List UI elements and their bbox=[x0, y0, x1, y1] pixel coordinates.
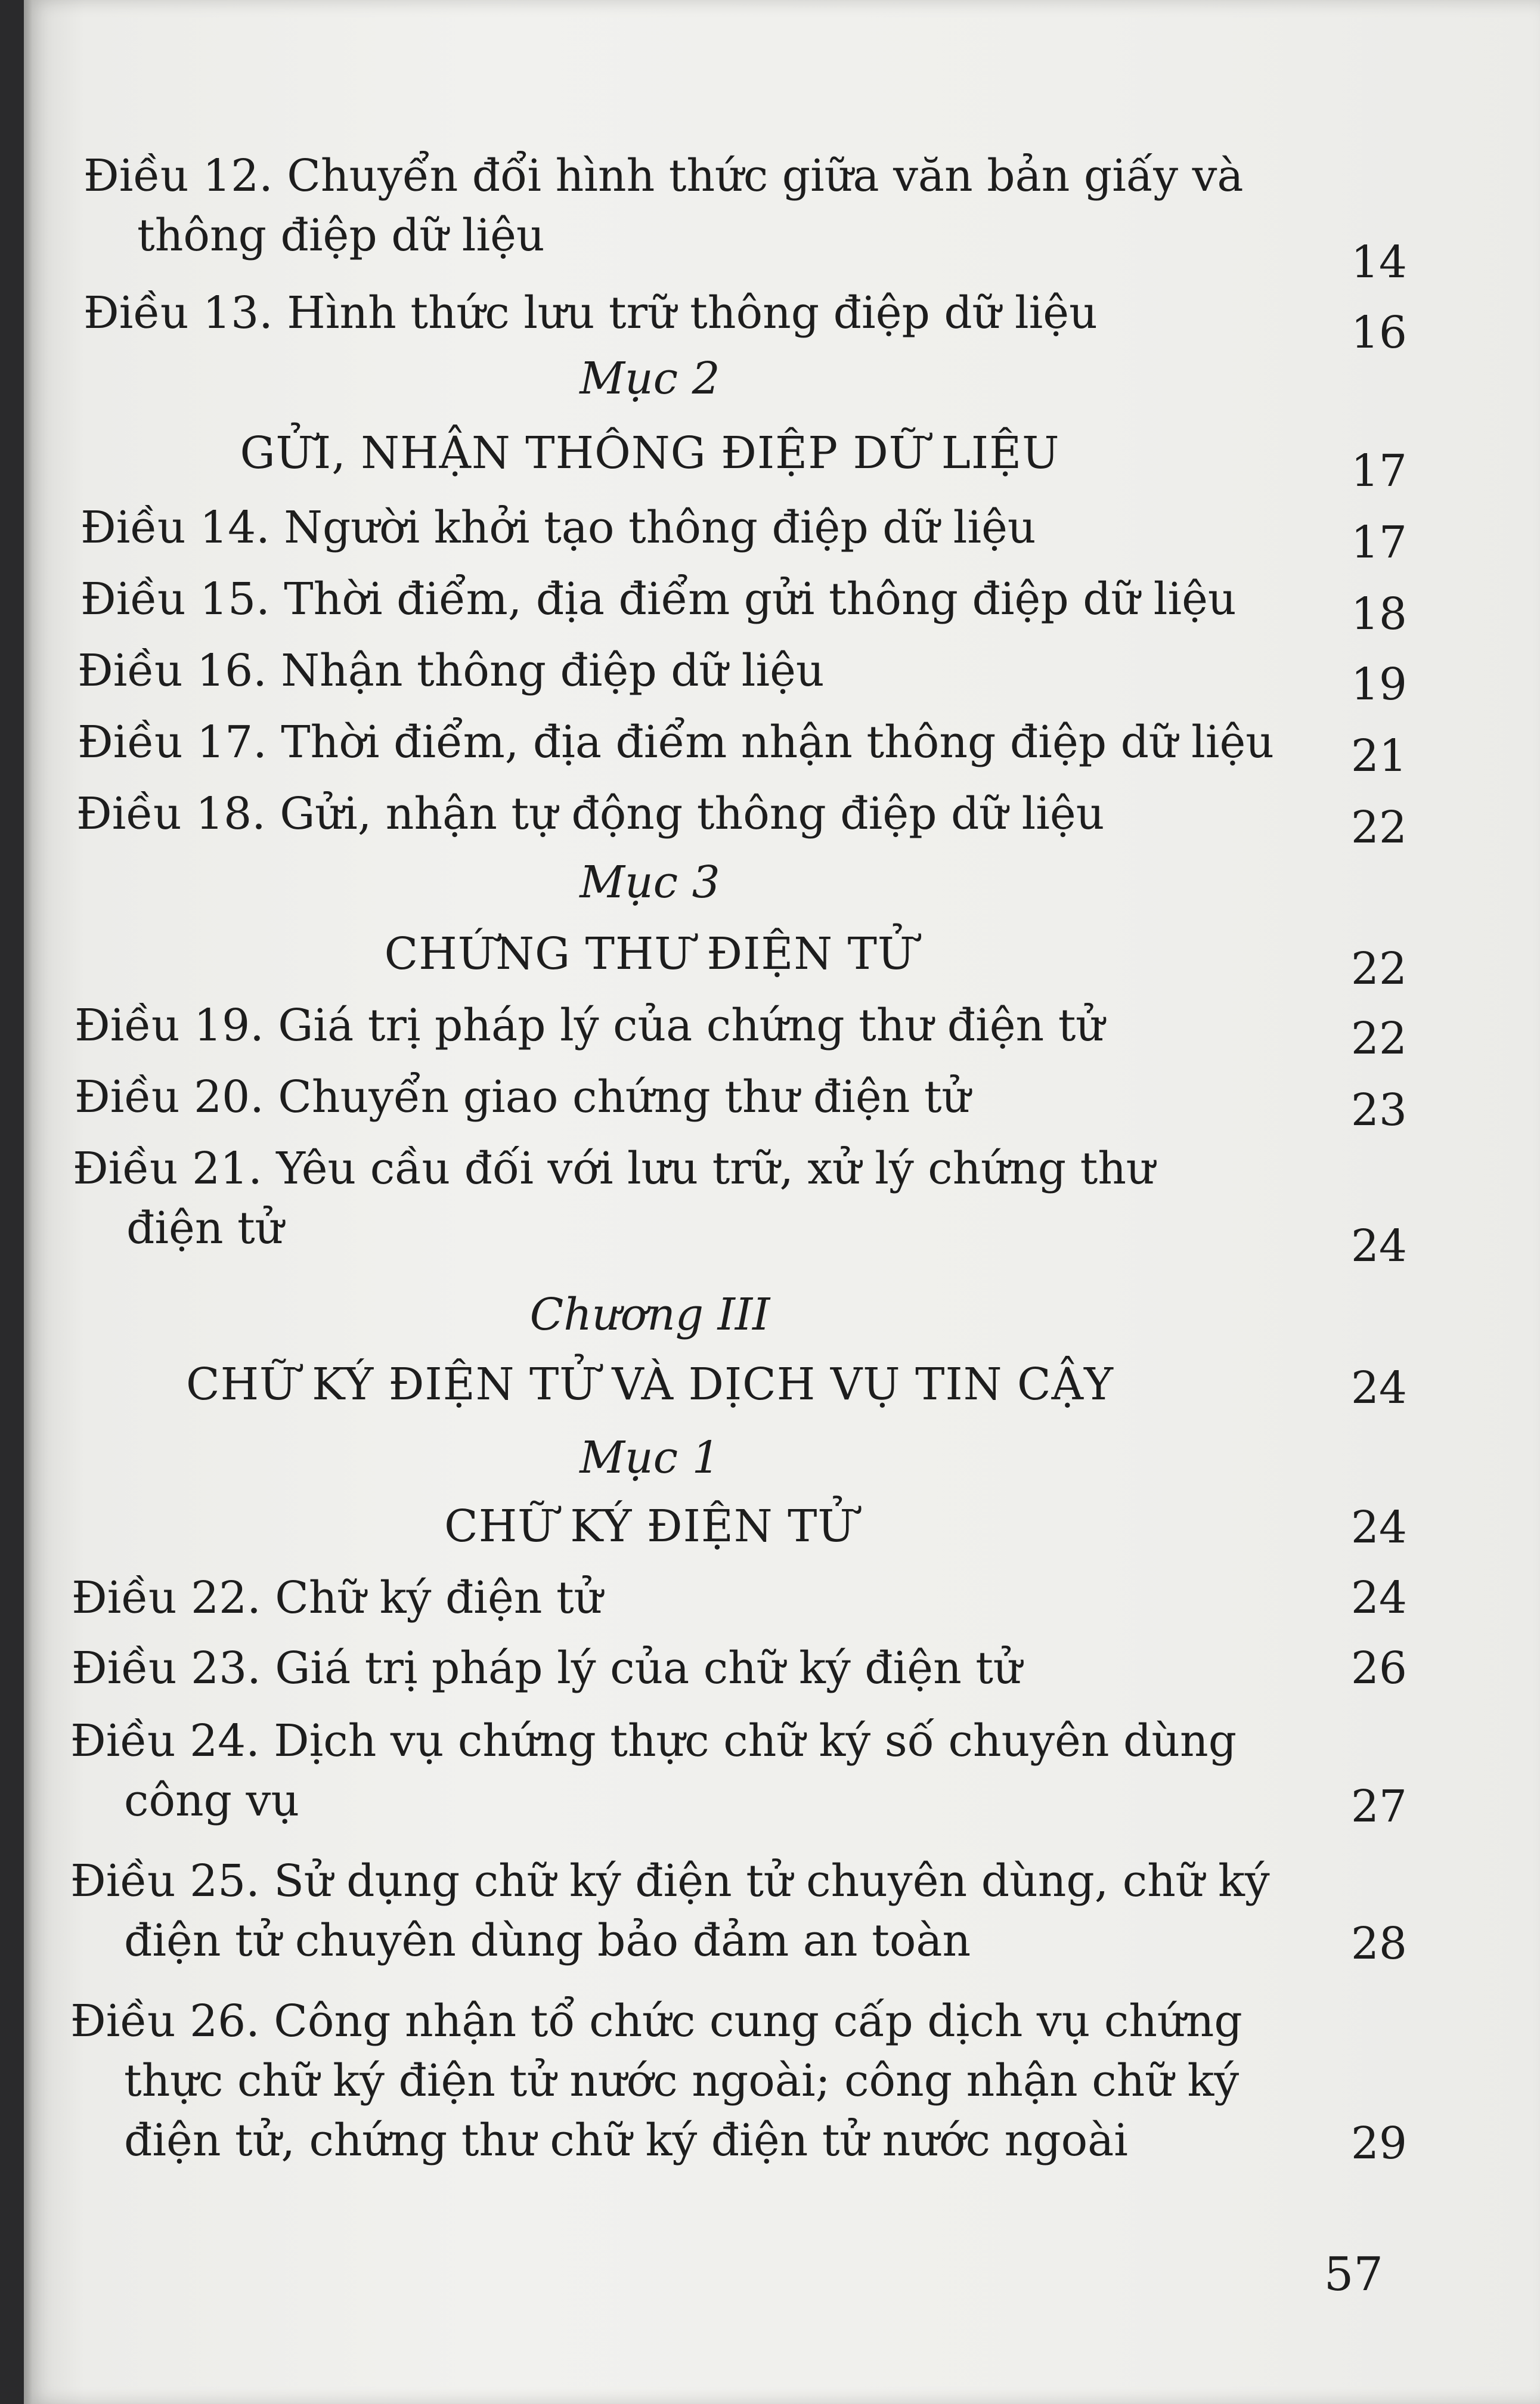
toc-entry-line: thông điệp dữ liệu bbox=[137, 210, 545, 261]
toc-entry-article-14 bbox=[80, 498, 1036, 557]
toc-page-number: 24 bbox=[1350, 1572, 1407, 1624]
toc-page-number: 16 bbox=[1350, 307, 1407, 358]
chapter-title: CHỮ KÝ ĐIỆN TỬ VÀ DỊCH VỤ TIN CẬY bbox=[186, 1359, 1114, 1410]
toc-page-number: 24 bbox=[1350, 1220, 1407, 1272]
chapter-label: Chương III bbox=[529, 1289, 770, 1340]
section-title: GỬI, NHẬN THÔNG ĐIỆP DỮ LIỆU bbox=[240, 427, 1060, 479]
toc-page-number: 19 bbox=[1350, 659, 1407, 710]
toc-page-number: 17 bbox=[1350, 445, 1407, 497]
toc-page-number: 17 bbox=[1350, 517, 1407, 568]
toc-entry-article-17 bbox=[78, 712, 1274, 772]
page-number: 57 bbox=[1324, 2248, 1383, 2301]
toc-entry-line: Điều 13. Hình thức lưu trữ thông điệp dữ liệu bbox=[83, 287, 1098, 339]
toc-entry-article-22 bbox=[72, 1568, 602, 1628]
toc-entry-line: Điều 18. Gửi, nhận tự động thông điệp dữ liệu bbox=[76, 788, 1105, 839]
toc-page-number: 29 bbox=[1350, 2118, 1407, 2169]
toc-entry-article-20 bbox=[75, 1067, 970, 1127]
table-of-contents bbox=[24, 0, 1540, 2404]
section-label: Mục 2 bbox=[580, 353, 720, 404]
toc-entry-article-23 bbox=[72, 1638, 1022, 1698]
toc-page-number: 18 bbox=[1350, 588, 1407, 640]
toc-entry-line: Điều 14. Người khởi tạo thông điệp dữ liệu bbox=[80, 502, 1036, 553]
toc-entry-line: điện tử, chứng thư chữ ký điện tử nước ngoài bbox=[124, 2115, 1128, 2166]
toc-entry-article-19 bbox=[75, 996, 1104, 1055]
toc-page-number: 26 bbox=[1350, 1643, 1407, 1694]
section-label: Mục 3 bbox=[580, 857, 720, 908]
toc-entry-line: thực chữ ký điện tử nước ngoài; công nhận chữ ký bbox=[124, 2055, 1240, 2106]
toc-page-number: 21 bbox=[1350, 730, 1407, 782]
toc-entry-article-16 bbox=[78, 641, 825, 701]
toc-page-number: 14 bbox=[1350, 237, 1407, 288]
toc-entry-line: Điều 23. Giá trị pháp lý của chữ ký điện tử bbox=[72, 1643, 1022, 1694]
section-label: Mục 1 bbox=[580, 1432, 720, 1483]
toc-page-number: 22 bbox=[1350, 943, 1407, 995]
toc-page-number: 24 bbox=[1350, 1362, 1407, 1414]
toc-page-number: 22 bbox=[1350, 1013, 1407, 1064]
toc-entry-article-18 bbox=[76, 784, 1104, 844]
toc-entry-line: Điều 17. Thời điểm, địa điểm nhận thông điệp dữ liệu bbox=[78, 717, 1274, 768]
toc-entry-line: Điều 26. Công nhận tổ chức cung cấp dịch vụ chứng bbox=[70, 1996, 1242, 2047]
toc-entry-line: Điều 25. Sử dụng chữ ký điện tử chuyên dùng, chữ ký bbox=[70, 1855, 1270, 1907]
toc-entry-article-21 bbox=[73, 1139, 1155, 1258]
toc-entry-article-26 bbox=[70, 1991, 1242, 2170]
toc-entry-line: Điều 15. Thời điểm, địa điểm gửi thông điệp dữ liệu bbox=[80, 574, 1237, 625]
toc-entry-line: Điều 21. Yêu cầu đối với lưu trữ, xử lý chứng thư bbox=[73, 1143, 1155, 1194]
toc-entry-article-12 bbox=[83, 146, 1244, 265]
toc-entry-line: Điều 19. Giá trị pháp lý của chứng thư điện tử bbox=[75, 1000, 1105, 1051]
book-page bbox=[24, 0, 1540, 2404]
toc-entry-line: Điều 20. Chuyển giao chứng thư điện tử bbox=[75, 1071, 971, 1123]
toc-page-number: 24 bbox=[1350, 1502, 1407, 1553]
toc-entry-line: Điều 22. Chữ ký điện tử bbox=[72, 1572, 603, 1624]
toc-entry-line: công vụ bbox=[124, 1775, 300, 1826]
toc-page-number: 23 bbox=[1350, 1085, 1407, 1136]
toc-entry-line: điện tử chuyên dùng bảo đảm an toàn bbox=[124, 1915, 971, 1966]
toc-entry-line: Điều 24. Dịch vụ chứng thực chữ ký số chuyên dùng bbox=[70, 1715, 1237, 1767]
toc-page-number: 22 bbox=[1350, 802, 1407, 853]
section-title: CHỮ KÝ ĐIỆN TỬ bbox=[444, 1501, 856, 1552]
toc-entry-article-25 bbox=[70, 1851, 1270, 1971]
toc-entry-article-24 bbox=[70, 1711, 1237, 1830]
toc-entry-line: Điều 16. Nhận thông điệp dữ liệu bbox=[78, 645, 825, 696]
toc-entry-article-13 bbox=[83, 283, 1098, 343]
section-title: CHỨNG THƯ ĐIỆN TỬ bbox=[384, 928, 916, 980]
toc-entry-line: điện tử bbox=[126, 1203, 284, 1254]
toc-page-number: 28 bbox=[1350, 1918, 1407, 1969]
toc-entry-article-15 bbox=[80, 569, 1237, 629]
toc-entry-line: Điều 12. Chuyển đổi hình thức giữa văn bản giấy và bbox=[83, 150, 1244, 202]
toc-page-number: 27 bbox=[1350, 1781, 1407, 1832]
